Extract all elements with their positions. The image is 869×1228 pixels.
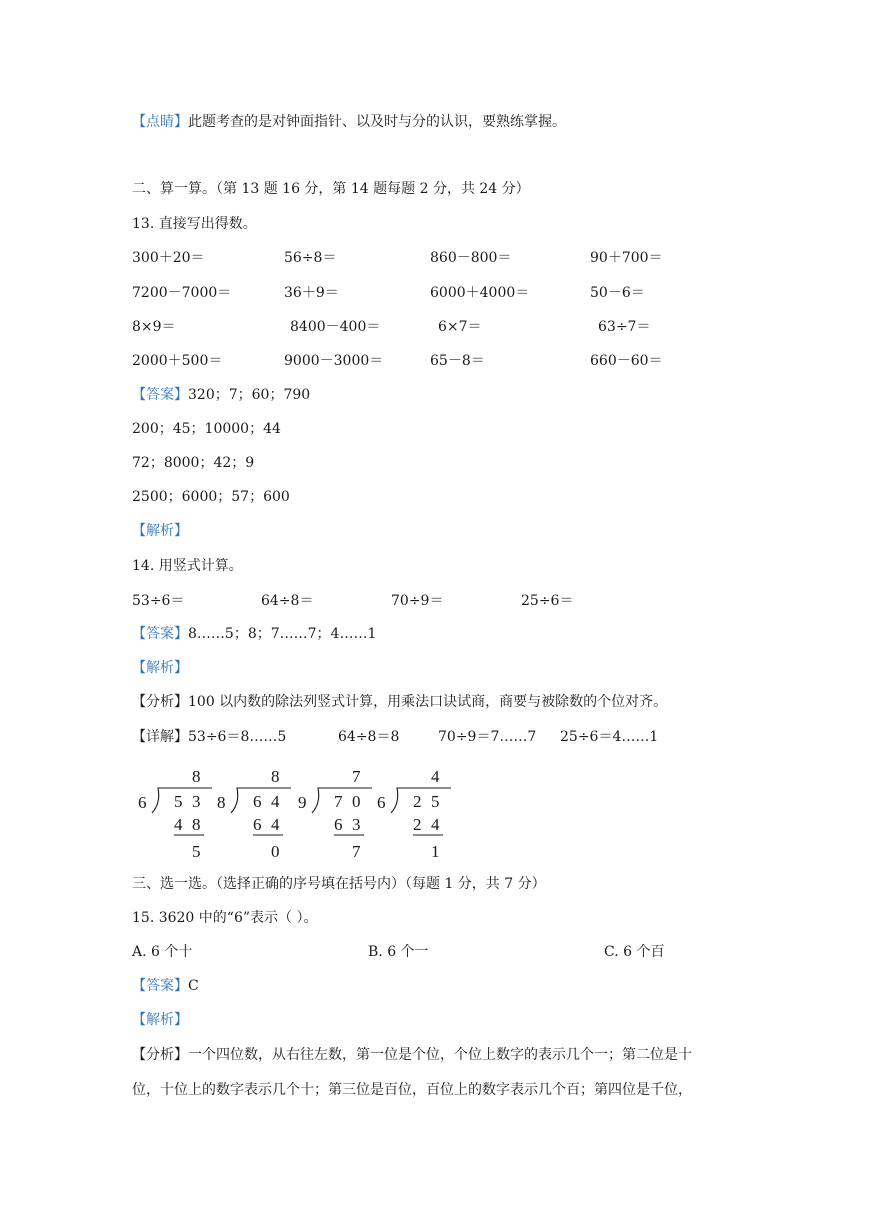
q14-fenxi — [132, 692, 667, 712]
ld-dividend-digit: 4 — [271, 792, 280, 811]
q13-item: 6000＋4000＝ — [430, 285, 530, 301]
ld-product-digit: 4 — [271, 815, 280, 834]
q14-answer-line — [132, 624, 376, 644]
q15-fenxi-continued: 位，十位上的数字表示几个十；第三位是百位，百位上的数字表示几个百；第四位是千位， — [132, 1082, 692, 1098]
ld-dividend-digit: 7 — [334, 792, 343, 811]
q15-option-b: B. 6 个一 — [368, 944, 429, 960]
q13-item: 56÷8＝ — [284, 250, 337, 266]
q15-answer-line — [132, 976, 199, 996]
q14-xiangjie-item: 64÷8＝8 — [338, 729, 400, 745]
ld-product-digit: 4 — [174, 815, 183, 834]
q14-fenxi-text: 100 以内数的除法列竖式计算，用乘法口诀试商，商要与被除数的个位对齐。 — [188, 694, 668, 710]
q13-item: 7200－7000＝ — [132, 285, 232, 301]
q13-answer: 2500；6000；57；600 — [132, 489, 290, 505]
ld-product-digit: 6 — [334, 815, 343, 834]
q13-jiexi-tag: 【解析】 — [132, 523, 188, 539]
ld-product-digit: 4 — [431, 815, 440, 834]
q14-problem: 25÷6＝ — [521, 593, 574, 609]
ld-quotient: 8 — [192, 767, 201, 786]
long-division — [377, 767, 451, 861]
q14-xiangjie-item: 25÷6＝4……1 — [560, 729, 659, 745]
answer-tag: 【答案】 — [132, 387, 188, 403]
q13-title: 13. 直接写出得数。 — [132, 216, 257, 232]
q13-item: 6×7＝ — [438, 319, 482, 335]
q13-item: 660－60＝ — [590, 353, 663, 369]
ld-dividend-digit: 2 — [413, 792, 422, 811]
long-division — [298, 767, 372, 861]
q13-answer: 320；7；60；790 — [188, 387, 311, 403]
q13-item: 50－6＝ — [590, 285, 645, 301]
q14-answer: 8……5；8；7……7；4……1 — [188, 626, 377, 642]
q14-problem: 70÷9＝ — [391, 593, 444, 609]
ld-dividend-digit: 0 — [352, 792, 361, 811]
ld-remainder: 5 — [192, 842, 201, 861]
ld-divisor: 9 — [298, 793, 307, 812]
q15-fenxi-text: 一个四位数，从右往左数，第一位是个位，个位上数字的表示几个一；第二位是十 — [188, 1047, 692, 1063]
q14-problem: 64÷8＝ — [261, 593, 314, 609]
q13-answer: 200；45；10000；44 — [132, 421, 281, 437]
ld-product-digit: 3 — [352, 815, 361, 834]
q14-problem: 53÷6＝ — [132, 593, 185, 609]
ld-remainder: 0 — [271, 842, 280, 861]
ld-dividend-digit: 6 — [253, 792, 262, 811]
ld-quotient: 8 — [271, 767, 280, 786]
ld-divisor: 8 — [217, 793, 226, 812]
ld-dividend-digit: 5 — [431, 792, 440, 811]
q15-jiexi-tag: 【解析】 — [132, 1012, 188, 1028]
q13-item: 90＋700＝ — [590, 250, 663, 266]
ld-remainder: 7 — [352, 842, 361, 861]
q15-answer: C — [188, 978, 199, 994]
section3-heading: 三、选一选。（选择正确的序号填在括号内）（每题 1 分，共 7 分） — [132, 876, 546, 892]
ld-product-digit: 6 — [253, 815, 262, 834]
ld-quotient: 4 — [431, 767, 440, 786]
ld-product-digit: 8 — [192, 815, 201, 834]
ld-product-digit: 2 — [413, 815, 422, 834]
q13-item: 860－800＝ — [430, 250, 512, 266]
q13-item: 8×9＝ — [132, 319, 176, 335]
q14-xiangjie-item: 70÷9＝7……7 — [438, 729, 537, 745]
long-division-figure — [130, 760, 460, 865]
section2-heading: 二、算一算。（第 13 题 16 分，第 14 题每题 2 分，共 24 分） — [132, 181, 530, 197]
q13-item: 8400－400＝ — [290, 319, 381, 335]
q13-item: 2000＋500＝ — [132, 353, 223, 369]
q13-item: 63÷7＝ — [598, 319, 651, 335]
q13-answer-line — [132, 385, 310, 405]
q15-title: 15. 3620 中的“6”表示（ ）。 — [132, 910, 318, 926]
answer-tag: 【答案】 — [132, 626, 188, 642]
q13-item: 36＋9＝ — [284, 285, 339, 301]
ld-remainder: 1 — [431, 842, 440, 861]
q14-xiangjie-tag: 【详解】 — [132, 729, 188, 745]
dianjing-tag: 【点睛】 — [132, 114, 188, 130]
q15-fenxi — [132, 1045, 692, 1065]
ld-quotient: 7 — [352, 767, 361, 786]
dianjing-text: 此题考查的是对钟面指针、以及时与分的认识，要熟练掌握。 — [188, 114, 566, 130]
fenxi-tag: 【分析】 — [132, 1047, 188, 1063]
q15-option-c: C. 6 个百 — [604, 944, 665, 960]
q13-item: 65－8＝ — [430, 353, 485, 369]
dianjing-paragraph — [132, 112, 566, 132]
ld-divisor: 6 — [138, 793, 147, 812]
ld-divisor: 6 — [377, 793, 386, 812]
q15-option-a: A. 6 个十 — [132, 944, 193, 960]
q13-item: 300＋20＝ — [132, 250, 205, 266]
q14-xiangjie-item: 53÷6＝8……5 — [188, 729, 287, 745]
q14-title: 14. 用竖式计算。 — [132, 558, 243, 574]
q13-answer: 72；8000；42；9 — [132, 455, 255, 471]
q13-item: 9000－3000＝ — [284, 353, 384, 369]
ld-dividend-digit: 5 — [174, 792, 183, 811]
fenxi-tag: 【分析】 — [132, 694, 188, 710]
ld-dividend-digit: 3 — [192, 792, 201, 811]
answer-tag: 【答案】 — [132, 978, 188, 994]
q14-jiexi-tag: 【解析】 — [132, 660, 188, 676]
long-division — [138, 767, 212, 861]
long-division — [217, 767, 291, 861]
